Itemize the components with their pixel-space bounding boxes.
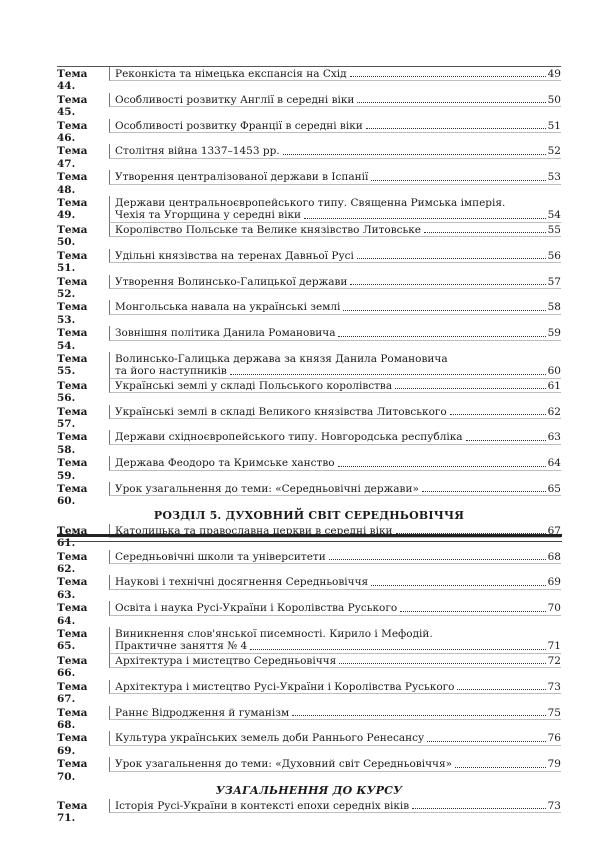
topic-title: Раннє Відродження й гуманізм <box>115 706 290 719</box>
topic-title: Архітектура і мистецтво Русі-України і Королівства Руського <box>115 680 455 693</box>
topic-title-row <box>115 171 561 183</box>
topic-title-row <box>115 551 561 563</box>
topic-title: Особливості розвитку Англії в середні віки <box>115 93 355 106</box>
page-number: 60 <box>547 365 561 378</box>
topic-body <box>109 601 561 615</box>
topic-number: Тема 65. <box>57 628 88 653</box>
toc-entry <box>57 680 561 706</box>
section-heading: РОЗДІЛ 5. ДУХОВНИЙ СВІТ СЕРЕДНЬОВІЧЧЯ <box>153 508 465 522</box>
topic-number: Тема 63. <box>57 576 88 601</box>
topic-title: Держави східноєвропейського типу. Новгородська республіка <box>115 431 463 444</box>
page-number: 50 <box>547 93 561 106</box>
page-number: 51 <box>547 119 561 132</box>
topic-title-row <box>115 602 561 614</box>
bottom-rule-thick <box>57 534 562 537</box>
dot-leader <box>457 688 545 690</box>
dot-leader <box>395 387 546 389</box>
topic-title-line: Волинсько-Галицька держава за князя Данила Романовича <box>115 352 448 365</box>
topic-number: Тема 57. <box>57 405 88 430</box>
bottom-rule-thin <box>57 541 562 542</box>
dot-leader <box>292 714 546 716</box>
dot-leader <box>371 179 545 181</box>
topic-number: Тема 70. <box>57 758 88 783</box>
toc-entry <box>57 627 561 654</box>
topic-title-row <box>115 365 561 377</box>
topic-title: Чехія та Угорщина у середні віки <box>115 209 302 222</box>
page-number: 76 <box>547 732 561 745</box>
topic-title: Утворення централізованої держави в Іспанії <box>115 171 369 184</box>
page-number: 68 <box>547 550 561 563</box>
page-number: 57 <box>547 275 561 288</box>
topic-body <box>109 170 561 184</box>
topic-body <box>109 119 561 133</box>
toc-entry <box>57 119 561 145</box>
topic-title: Середньовічні школи та університети <box>115 550 326 563</box>
topic-title: Особливості розвитку Франції в середні віки <box>115 119 363 132</box>
dot-leader <box>350 75 546 77</box>
topic-body <box>109 196 561 223</box>
topic-number: Тема 52. <box>57 275 88 300</box>
topic-number: Тема 48. <box>57 171 88 196</box>
topic-body <box>109 799 561 813</box>
topic-title-row <box>115 681 561 693</box>
topic-title: Українські землі в складі Великого князівства Литовського <box>115 405 447 418</box>
topic-title: Архітектура і мистецтво Середньовіччя <box>115 654 337 667</box>
toc-entry <box>57 379 561 405</box>
page-number: 73 <box>547 680 561 693</box>
topic-number: Тема 61. <box>57 524 88 550</box>
topic-title-row <box>115 431 561 443</box>
dot-leader <box>230 373 546 375</box>
toc-entry <box>57 799 561 825</box>
dot-leader <box>304 217 546 219</box>
dot-leader <box>412 807 545 809</box>
topic-title: Наукові і технічні досягнення Середньовіччя <box>115 576 369 589</box>
dot-leader <box>357 101 545 103</box>
toc-entry <box>57 326 561 352</box>
dot-leader <box>466 439 546 441</box>
page-number: 58 <box>547 301 561 314</box>
topic-title: Практичне заняття № 4 <box>115 640 248 653</box>
topic-title: Католицька та православна церкви в середні віки <box>115 524 393 537</box>
topic-body <box>109 249 561 263</box>
dot-leader <box>350 283 545 285</box>
topic-body <box>109 275 561 289</box>
topic-body <box>109 379 561 393</box>
page-number: 61 <box>547 379 561 392</box>
topic-number: Тема 67. <box>57 680 88 706</box>
topic-number: Тема 66. <box>57 654 88 680</box>
page-number: 71 <box>547 640 561 653</box>
page-number: 67 <box>547 524 561 537</box>
page-number: 65 <box>547 483 561 495</box>
topic-body <box>109 430 561 444</box>
topic-title-row <box>115 457 561 469</box>
topic-title-row <box>115 209 561 221</box>
topic-title-row <box>115 483 561 495</box>
toc-entry <box>57 93 561 119</box>
topic-number: Тема 69. <box>57 732 88 757</box>
toc-entry <box>57 482 561 508</box>
page-number: 64 <box>547 457 561 470</box>
page-number: 73 <box>547 799 561 812</box>
toc-entry <box>57 575 561 601</box>
topic-title: Реконкіста та німецька експансія на Схід <box>115 68 347 80</box>
topic-title: Урок узагальнення до теми: «Духовний світ Середньовіччя» <box>115 758 453 771</box>
topic-title: Українські землі у складі Польського королівства <box>115 379 393 392</box>
page-number: 53 <box>547 171 561 184</box>
topic-number: Тема 46. <box>57 119 88 145</box>
page-number: 63 <box>547 431 561 444</box>
topic-title: Культура українських земель доби Раннього Ренесансу <box>115 732 425 745</box>
topic-title-row <box>115 800 561 812</box>
topic-number: Тема 45. <box>57 93 88 119</box>
page-number: 55 <box>547 223 561 236</box>
dot-leader <box>343 309 545 311</box>
toc-entry <box>57 144 561 170</box>
toc-entry <box>57 300 561 326</box>
dot-leader <box>338 465 546 467</box>
topic-title-row <box>115 732 561 744</box>
topic-title-row <box>115 224 561 236</box>
topic-number: Тема 49. <box>57 197 88 222</box>
topic-title-row <box>115 94 561 106</box>
toc-entry <box>57 67 561 93</box>
toc-entry <box>57 196 561 223</box>
topic-title: Удільні князівства на теренах Давньої Русі <box>115 249 354 262</box>
toc-entry <box>57 249 561 275</box>
topic-number: Тема 51. <box>57 249 88 275</box>
topic-title: Освіта і наука Русі-України і Королівства Руського <box>115 602 398 615</box>
topic-title-row <box>115 406 561 418</box>
topic-title-row <box>115 655 561 667</box>
page-number: 49 <box>547 68 561 80</box>
page-number: 75 <box>547 706 561 719</box>
toc-entry <box>57 456 561 482</box>
topic-number: Тема 58. <box>57 431 88 456</box>
topic-number: Тема 71. <box>57 799 88 825</box>
dot-leader <box>357 257 546 259</box>
topic-title: Монгольська навала на українські землі <box>115 301 341 314</box>
dot-leader <box>427 740 545 742</box>
topic-number: Тема 50. <box>57 223 88 249</box>
topic-body <box>109 67 561 81</box>
topic-body <box>109 706 561 720</box>
topic-body <box>109 93 561 107</box>
topic-title-row <box>115 640 561 652</box>
dot-leader <box>250 648 545 650</box>
dot-leader <box>329 558 546 560</box>
topic-title-row <box>115 276 561 288</box>
topic-body <box>109 352 561 379</box>
topic-number: Тема 62. <box>57 550 88 576</box>
topic-title-row <box>115 145 561 157</box>
topic-title: та його наступників <box>115 365 227 378</box>
topic-number: Тема 64. <box>57 602 88 627</box>
dot-leader <box>400 610 545 612</box>
toc-entry <box>57 223 561 249</box>
toc-entry <box>57 601 561 627</box>
toc-entry <box>57 352 561 379</box>
dot-leader <box>450 413 546 415</box>
topic-number: Тема 47. <box>57 145 88 170</box>
topic-body <box>109 575 561 589</box>
page-number: 62 <box>547 405 561 418</box>
section-heading: УЗАГАЛЬНЕННЯ ДО КУРСУ <box>215 783 403 797</box>
topic-body <box>109 627 561 654</box>
topic-title: Урок узагальнення до теми: «Середньовічні держави» <box>115 483 419 495</box>
topic-body <box>109 144 561 158</box>
topic-title-line: Держави центральноєвропейського типу. Священна Римська імперія. <box>115 197 506 210</box>
dot-leader <box>338 335 545 337</box>
topic-title-row <box>115 758 561 770</box>
topic-body <box>109 456 561 470</box>
toc-entry <box>57 654 561 680</box>
topic-title: Королівство Польське та Велике князівство Литовське <box>115 223 422 236</box>
topic-body <box>109 482 561 496</box>
toc-entry <box>57 731 561 757</box>
dot-leader <box>455 766 546 768</box>
page-number: 59 <box>547 327 561 340</box>
topic-number: Тема 68. <box>57 706 88 731</box>
topic-title: Держава Феодоро та Кримське ханство <box>115 457 335 470</box>
topic-title: Утворення Волинсько-Галицької держави <box>115 275 348 288</box>
page-number: 79 <box>547 758 561 771</box>
topic-body <box>109 223 561 237</box>
topic-title-row <box>115 327 561 339</box>
table-of-contents <box>57 66 561 825</box>
toc-entry <box>57 170 561 196</box>
topic-title-row <box>115 301 561 313</box>
dot-leader <box>424 231 546 233</box>
topic-title: Зовнішня політика Данила Романовича <box>115 327 336 340</box>
topic-title-line: Виникнення слов'янської писемності. Кирило і Мефодій. <box>115 628 433 641</box>
page-number: 54 <box>547 209 561 222</box>
topic-title-row <box>115 250 561 262</box>
topic-body <box>109 405 561 419</box>
page-number: 69 <box>547 576 561 589</box>
page-number: 72 <box>547 654 561 667</box>
toc-entry <box>57 550 561 576</box>
topic-title: Історія Русі-України в контексті епохи середніх віків <box>115 799 410 812</box>
topic-title-row <box>115 576 561 588</box>
topic-body <box>109 326 561 340</box>
toc-entry <box>57 706 561 732</box>
toc-entry <box>57 757 561 783</box>
topic-number: Тема 55. <box>57 352 88 378</box>
topic-body <box>109 550 561 564</box>
topic-number: Тема 53. <box>57 301 88 326</box>
dot-leader <box>339 662 545 664</box>
topic-number: Тема 54. <box>57 327 88 352</box>
topic-body <box>109 654 561 668</box>
topic-number: Тема 59. <box>57 457 88 482</box>
topic-number: Тема 60. <box>57 483 88 508</box>
dot-leader <box>366 127 546 129</box>
topic-number: Тема 56. <box>57 379 88 405</box>
dot-leader <box>422 490 546 492</box>
toc-entry <box>57 405 561 431</box>
topic-body <box>109 731 561 745</box>
topic-title-row <box>115 68 561 80</box>
toc-entry <box>57 430 561 456</box>
topic-body <box>109 680 561 694</box>
page-number: 70 <box>547 602 561 615</box>
topic-title-row <box>115 707 561 719</box>
page-number: 56 <box>547 249 561 262</box>
page-number: 52 <box>547 145 561 158</box>
topic-title-row <box>115 120 561 132</box>
topic-number: Тема 44. <box>57 68 88 93</box>
topic-body <box>109 300 561 314</box>
topic-body <box>109 757 561 771</box>
toc-entry <box>57 275 561 301</box>
dot-leader <box>283 153 546 155</box>
dot-leader <box>371 584 545 586</box>
topic-title-row <box>115 380 561 392</box>
topic-title: Столітня війна 1337–1453 рр. <box>115 145 280 158</box>
